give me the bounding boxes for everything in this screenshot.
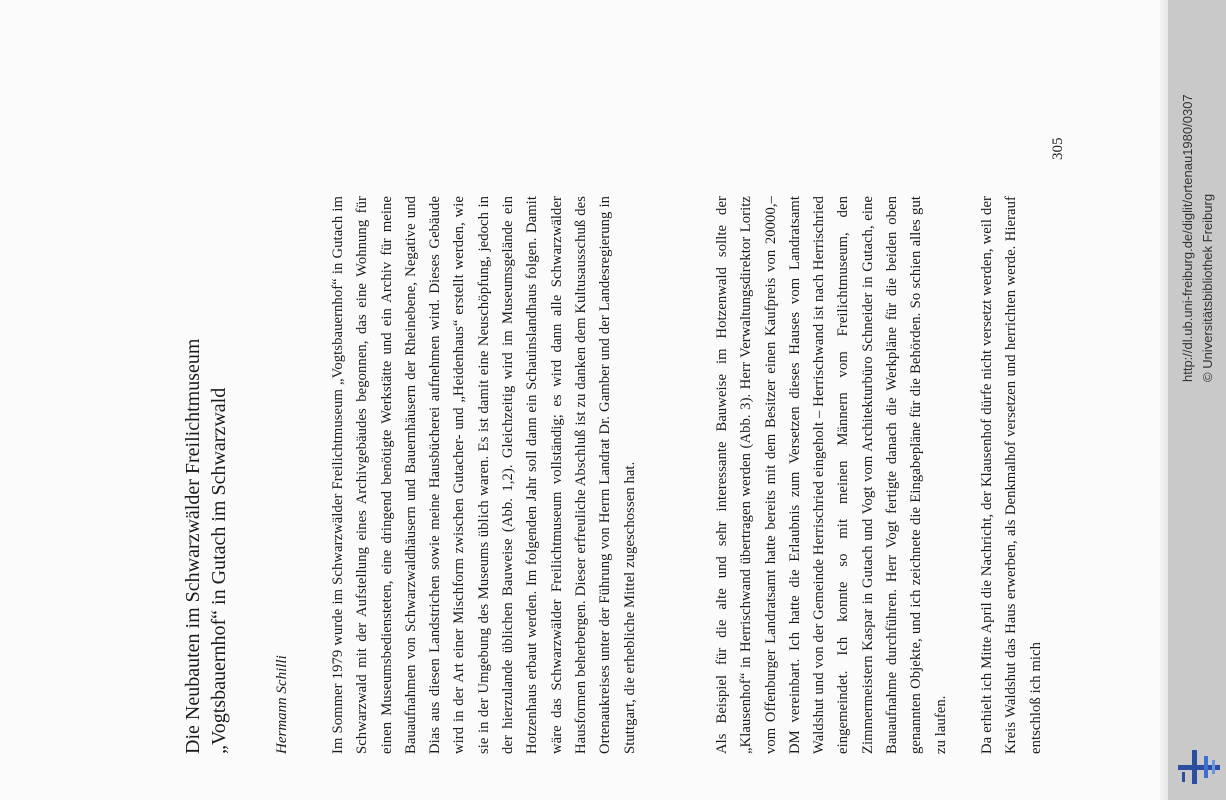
article-title: [180, 54, 232, 754]
paragraph-3: Da erhielt ich Mitte April die Nachricht, der Klausenhof dürfe nicht versetzt werden, weil der Kreis Waldshut das Haus erwerben, als Denkmalhof versetzen und herrichten werde. Hierauf entschloß ich mich: [979, 196, 1044, 754]
page-number: 305: [1050, 137, 1066, 160]
source-url-link[interactable]: http://dl.ub.uni-freiburg.de/diglit/ortenau1980/0307: [1180, 94, 1195, 382]
author-name: Hermann Schilli: [274, 655, 290, 754]
paragraph-2: Als Beispiel für die alte und sehr interessante Bauweise im Hotzenwald sollte der „Klausenhof“ in Herrischwand übertragen werden (Abb. 3). Herr Verwaltungsdirektor Loritz vom Offenburger Landratsamt hatte bereits mit dem Besitzer einen Kaufpreis von 20000,– DM vereinbart. Ich hatte die Erlaubnis zum Versetzen dieses Hauses vom Landratsamt Waldshut und von der Gemeinde Herrischried eingeholt – Herrischwand ist nach Herrischried eingemeindet. Ich konnte so mit meinen Männern vom Freilichtmuseum, den Zimmermeistern Kaspar in Gutach und Vogt vom Architekturbüro Schneider in Gutach, eine Bauaufnahme durchführen. Herr Vogt fertigte danach die Werkpläne für die beiden oben genannten Objekte, und ich zeichnete die Eingabepläne für die Behörden. So schien alles gut zu laufen.: [714, 196, 949, 754]
side-caption: [1172, 0, 1222, 800]
title-line-1: Die Neubauten im Schwarzwälder Freilichtmuseum: [182, 338, 204, 754]
paragraph-1: Im Sommer 1979 wurde im Schwarzwälder Freilichtmuseum „Vogtsbauernhof“ in Gutach im Schwarzwald mit der Aufstellung eines Archivgebäudes begonnen, das eine Wohnung für einen Museumsbediensteten, eine dringend benötigte Werkstätte und ein Archiv für meine Bauaufnahmen von Schwarzwaldhäusern und Bauernhäusern der Rheinebene, Negative und Dias aus diesen Landstrichen sowie meine Hausbücherei aufnehmen wird. Dieses Gebäude wird in der Art einer Mischform zwischen Gutacher- und „Heidenhaus“ erstellt werden, wie sie in der Umgebung des Museums üblich waren. Es ist damit eine Neuschöpfung, jedoch in der hierzulande üblichen Bauweise (Abb. 1,2). Gleichzeitig wird im Museumsgelände ein Hotzenhaus erbaut werden. Im folgenden Jahr soll dann ein Schauinslandhaus folgen. Damit wäre das Schwarzwälder Freilichtmuseum vollständig; es wird dann alle Schwarzwälder Hausformen beherbergen. Dieser erfreuliche Abschluß ist zu danken dem Kultusausschuß des Ortenaukreises unter der Führung von Herrn Landrat Dr. Gamber und der Landesregierung in Stuttgart, die erhebliche Mittel zugeschossen hat.: [330, 196, 638, 754]
rotated-article: [180, 0, 1180, 800]
title-line-2: „Vogtsbauernhof“ in Gutach im Schwarzwald: [208, 387, 230, 754]
library-logo-icon: [1178, 748, 1220, 786]
copyright-text: © Universitätsbibliothek Freiburg: [1200, 193, 1215, 382]
